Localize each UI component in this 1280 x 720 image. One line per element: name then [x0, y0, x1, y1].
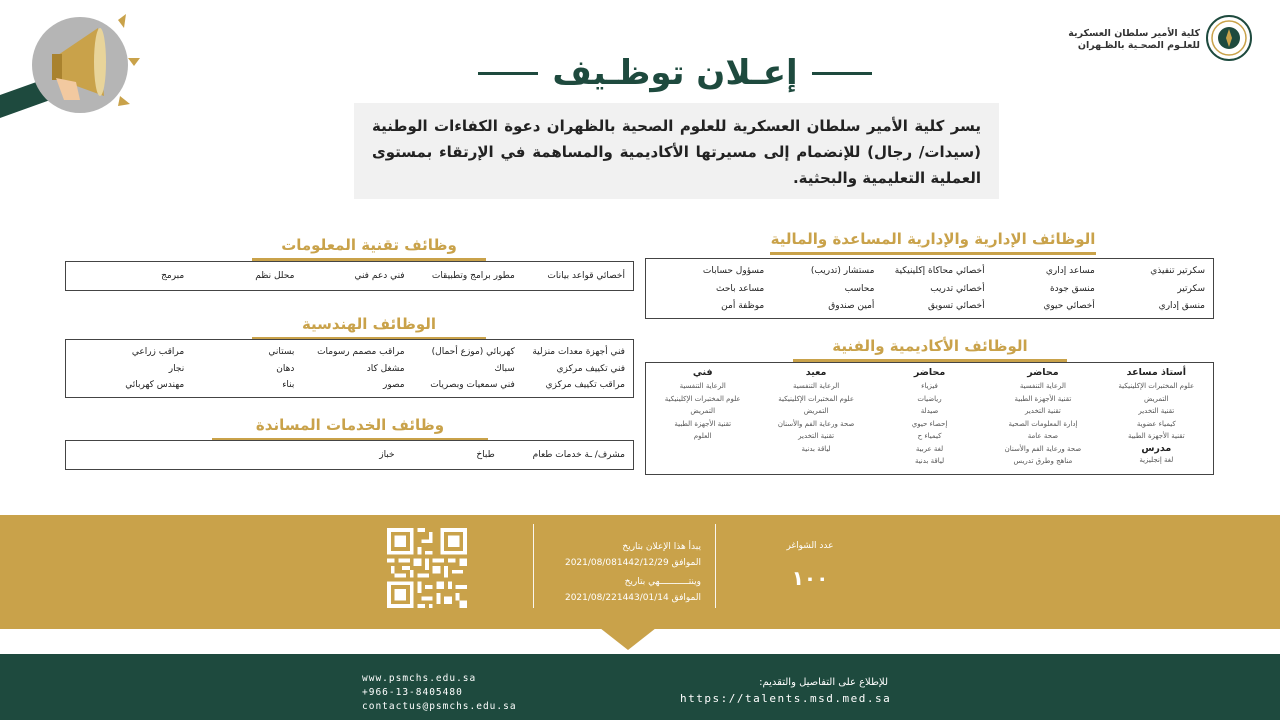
column-item: تقنية الأجهزة الطبية — [674, 419, 732, 428]
column-item: التمريض — [803, 407, 829, 415]
column-item: كيمياء ح — [917, 432, 942, 440]
academic-column — [646, 363, 759, 474]
intro-paragraph: يسر كلية الأمير سلطان العسكرية للعلوم الصحية بالظهران دعوة الكفاءات الوطنية (سيدات/ رجال) للإنضمام إلى مسيرتها الأكاديمية والمساهمة في الإرتقاء بمستوى العملية التعليمية والبحثية. — [354, 103, 999, 199]
vacancies-count: ١٠٠ — [791, 566, 829, 590]
column-item: إدارة المعلومات الصحية — [1008, 419, 1078, 428]
footer-divider — [715, 524, 716, 608]
job-item: محلل نظم — [255, 271, 295, 281]
column-item: لغة إنجليزية — [1139, 455, 1174, 464]
column-item: تقنية الأجهزة الطبية — [1127, 432, 1185, 440]
job-item: مراقب مصمم رسومات — [317, 346, 405, 357]
job-item: سكرتير — [1177, 283, 1205, 294]
job-item: مراقب زراعي — [131, 346, 185, 357]
megaphone-icon — [0, 0, 160, 140]
engineering-jobs-box — [65, 339, 634, 398]
column-heading: محاضر — [1027, 367, 1059, 378]
academic-jobs-box — [645, 362, 1214, 475]
section-title-support: وظائف الخدمات المساندة — [212, 416, 488, 441]
job-item: فني تكييف مركزي — [556, 363, 625, 374]
main-title — [440, 48, 910, 98]
details-link[interactable]: https://talents.msd.med.sa — [680, 692, 892, 705]
section-title-engineering: الوظائف الهندسية — [252, 315, 486, 340]
end-hijri: 1443/01/14 — [616, 593, 669, 603]
job-item: مطور برامج وتطبيقات — [431, 271, 515, 281]
job-item: أمين صندوق — [828, 300, 875, 311]
column-item: صحة ورعاية الفم والأسنان — [777, 419, 855, 428]
column-item: صيدلة — [920, 407, 939, 415]
end-date — [548, 593, 701, 603]
column-heading: محاضر — [913, 367, 946, 378]
column-item: صحة عامة — [1027, 432, 1059, 440]
job-item: سباك — [494, 363, 515, 374]
column-item: مناهج وطرق تدريس — [1013, 457, 1073, 465]
job-item: فني سمعيات وبصريات — [430, 380, 515, 391]
column-heading: فني — [692, 367, 713, 378]
column-item: كيمياء عضوية — [1136, 419, 1176, 428]
end-greg: الموافق 2021/08/22 — [564, 593, 701, 603]
college-name — [1050, 28, 1200, 52]
phone-number[interactable]: +966-13-8405480 — [362, 687, 463, 698]
start-hijri: 1442/12/29 — [616, 558, 669, 568]
job-item: كهربائي (موزع أحمال) — [431, 346, 515, 357]
footer-divider — [533, 524, 534, 608]
job-item: منسق جودة — [1049, 283, 1095, 294]
academic-column — [759, 363, 872, 474]
column-heading: معيد — [805, 367, 827, 378]
column-item: لغة عربية — [915, 444, 944, 453]
column-item: رياضيات — [917, 394, 942, 403]
column-item: الرعاية التنفسية — [793, 382, 840, 390]
job-item: أخصائي محاكاة إكلينيكية — [894, 266, 985, 277]
column-item: تقنية الأجهزة الطبية — [1014, 394, 1072, 403]
column-heading: مدرس — [1141, 442, 1172, 454]
job-item: فني أجهزة معدات منزلية — [532, 346, 625, 357]
job-item: فني دعم فني — [354, 271, 405, 281]
job-item: طباخ — [476, 450, 495, 460]
job-item: مصور — [382, 380, 405, 391]
job-item: مساعد إداري — [1045, 266, 1095, 277]
college-logo — [1205, 14, 1253, 62]
job-item: محاسب — [844, 283, 875, 294]
section-title-academic: الوظائف الأكاديمية والفنية — [793, 337, 1067, 362]
job-item: بناء — [282, 380, 295, 391]
column-item: تقنية التخدير — [1138, 407, 1175, 415]
column-item: لياقة بدنية — [914, 457, 945, 465]
job-item: خباز — [379, 450, 395, 460]
start-greg: الموافق 2021/08/08 — [564, 558, 701, 568]
job-item: نجار — [168, 363, 185, 374]
column-item: علوم المختبرات الإكلينيكية — [778, 394, 855, 403]
job-item: دهان — [276, 363, 295, 374]
job-item: سكرتير تنفيذي — [1150, 266, 1205, 277]
job-item: بستاني — [268, 346, 295, 357]
college-name-line1: كلية الأمير سلطان العسكرية — [1068, 28, 1200, 39]
academic-column — [873, 363, 986, 474]
footer-notch — [600, 628, 656, 650]
it-jobs-box — [65, 261, 634, 291]
support-jobs-box — [65, 440, 634, 470]
section-title-it: وظائف تقنية المعلومات — [252, 236, 486, 261]
contact-info — [362, 672, 517, 714]
job-item: مراقب تكييف مركزي — [545, 380, 625, 391]
job-item: مشغل كاد — [366, 363, 405, 374]
column-item: التمريض — [1144, 394, 1169, 403]
academic-column — [1100, 363, 1213, 474]
page-title: إعـلان توظـيف — [552, 53, 798, 93]
job-item: منسق إداري — [1158, 300, 1205, 311]
column-item: صحة ورعاية الفم والأسنان — [1004, 444, 1082, 453]
college-name-line2: للعلـوم الصحـية بالظـهران — [1077, 40, 1200, 51]
academic-column — [986, 363, 1099, 474]
start-date — [548, 558, 701, 568]
column-item: تقنية التخدير — [798, 432, 835, 440]
qr-code[interactable] — [387, 528, 467, 608]
footer-info-band — [0, 515, 1280, 629]
email-link[interactable]: contactus@psmchs.edu.sa — [362, 701, 517, 712]
job-item: مساعد باحث — [716, 283, 765, 294]
job-item: مشرف/ ـة خدمات طعام — [532, 450, 625, 460]
website-link[interactable]: www.psmchs.edu.sa — [362, 673, 477, 684]
job-item: مسؤول حسابات — [702, 266, 765, 277]
column-item: فيزياء — [921, 382, 938, 390]
column-item: لياقة بدنية — [801, 444, 831, 453]
column-item: التمريض — [690, 407, 716, 415]
column-item: تقنية التخدير — [1024, 407, 1061, 415]
column-item: علوم المختبرات الإكلينيكية — [1118, 382, 1195, 390]
job-item: مهندس كهربائي — [125, 380, 185, 391]
job-item: مبرمج — [161, 271, 185, 281]
job-item: أخصائي حيوي — [1043, 300, 1095, 311]
details-label: للإطلاع على التفاصيل والتقديم: — [759, 677, 888, 688]
end-date-label: وينتـــــــــــهي بتاريخ — [624, 577, 701, 587]
column-item: الرعاية التنفسية — [679, 382, 726, 390]
job-item: موظفة أمن — [721, 300, 765, 311]
start-date-label: يبدأ هذا الإعلان بتاريخ — [622, 542, 701, 552]
job-item: أخصائي تسويق — [927, 300, 985, 311]
admin-jobs-box — [645, 258, 1214, 319]
column-item: العلوم — [693, 432, 712, 440]
column-item: إحصاء حيوي — [911, 419, 948, 428]
job-item: أخصائي تدريب — [930, 283, 985, 294]
title-line-right — [812, 72, 872, 75]
column-heading: أستاذ مساعد — [1126, 367, 1186, 378]
title-line-left — [478, 72, 538, 75]
job-item: مستشار (تدريب) — [810, 266, 875, 277]
vacancies-label: عدد الشواغر — [786, 541, 834, 551]
column-item: علوم المختبرات الإكلينيكية — [664, 394, 741, 403]
section-title-admin: الوظائف الإدارية والإدارية المساعدة والمالية — [770, 230, 1096, 255]
column-item: الرعاية التنفسية — [1019, 382, 1066, 390]
job-item: أخصائي قواعد بيانات — [547, 271, 625, 281]
footer-contact-band — [0, 654, 1280, 720]
